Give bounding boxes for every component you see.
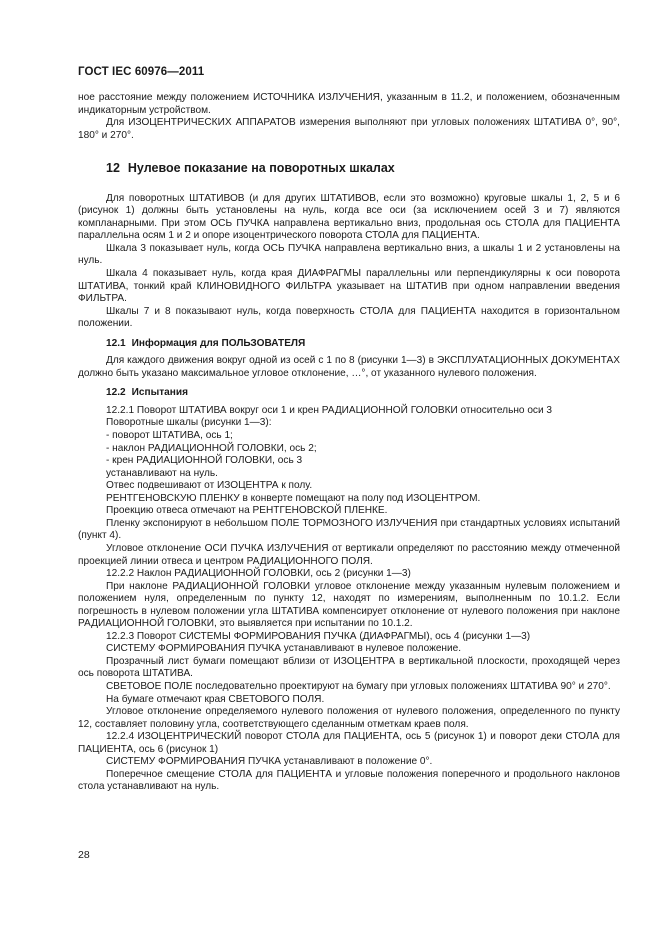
list-item: - наклон РАДИАЦИОННОЙ ГОЛОВКИ, ось 2; — [106, 442, 317, 454]
section-12-paragraph: Для поворотных ШТАТИВОВ (и для других ШТАТИВОВ, если это возможно) круговые шкалы 1, 2, 5 и 6 (рисунок 1) должны быть установлены на нуль, когда все оси (за исключением осей 3 и 7) являются компланарными. При этом ОСЬ ПУЧКА направлена вертикально вниз, продольная ось СТОЛА для ПАЦИЕНТА параллельна осям 1 и 2 и опоре изоцентрического поворота СТОЛА для ПАЦИЕНТА. — [78, 192, 620, 242]
section-12-paragraph: Шкала 3 показывает нуль, когда ОСЬ ПУЧКА направлена вертикально вниз, а шкалы 1 и 2 установлены на нуль. — [78, 242, 620, 267]
section-number: 12 — [106, 161, 120, 176]
section-12-2-heading — [106, 387, 620, 400]
intro-paragraph: ное расстояние между положением ИСТОЧНИКА ИЗЛУЧЕНИЯ, указанным в 11.2, и положением, обозначенным индикаторным устройством. — [78, 92, 620, 116]
paragraph: устанавливают на нуль. — [106, 467, 218, 479]
section-12-paragraph: Шкалы 7 и 8 показывают нуль, когда поверхность СТОЛА для ПАЦИЕНТА находится в горизонтальном положении. — [78, 305, 620, 330]
paragraph: Отвес подвешивают от ИЗОЦЕНТРА к полу. — [106, 480, 313, 492]
page-content — [78, 92, 620, 794]
paragraph: СИСТЕМУ ФОРМИРОВАНИЯ ПУЧКА устанавливают в нулевое положение. — [106, 643, 462, 655]
paragraph: Поворотные шкалы (рисунки 1—3): — [106, 417, 272, 429]
list-item: - крен РАДИАЦИОННОЙ ГОЛОВКИ, ось 3 — [106, 455, 303, 467]
paragraph: При наклоне РАДИАЦИОННОЙ ГОЛОВКИ угловое отклонение между указанным нулевым положением и положением нуля, определенным по пункту 12, находят по измерениям, выполненным по 10.1.2. Если погрешность в нулевом положении угла ШТАТИВА компенсирует отклонение от нулевого положения при наклоне РАДИАЦИОННОЙ ГОЛОВКИ, это выявляется при испытании по 10.1.2. — [78, 580, 620, 630]
subsection-title: Испытания — [131, 387, 188, 399]
clause-12-2-3: 12.2.3 Поворот СИСТЕМЫ ФОРМИРОВАНИЯ ПУЧКА (ДИАФРАГМЫ), ось 4 (рисунки 1—3) — [106, 630, 531, 642]
list-item: - поворот ШТАТИВА, ось 1; — [106, 430, 233, 442]
paragraph: Угловое отклонение определяемого нулевого положения от нулевого положения, определенного по пункту 12, составляет половину угла, соответствующего сделанным отметкам краев поля. — [78, 706, 620, 730]
section-12-heading — [106, 162, 620, 175]
section-12-1-heading — [106, 338, 620, 351]
clause-12-2-2: 12.2.2 Наклон РАДИАЦИОННОЙ ГОЛОВКИ, ось 2 (рисунки 1—3) — [106, 568, 411, 580]
paragraph: На бумаге отмечают края СВЕТОВОГО ПОЛЯ. — [106, 693, 325, 705]
subsection-title: Информация для ПОЛЬЗОВАТЕЛЯ — [131, 337, 306, 349]
subsection-number: 12.2 — [106, 387, 126, 399]
paragraph: Угловое отклонение ОСИ ПУЧКА ИЗЛУЧЕНИЯ от вертикали определяют по расстоянию между отмеченной проекцией линии отвеса и центром РАДИАЦИОННОГО ПОЛЯ. — [78, 542, 620, 567]
paragraph: СИСТЕМУ ФОРМИРОВАНИЯ ПУЧКА устанавливают в положение 0°. — [106, 756, 433, 768]
paragraph: Прозрачный лист бумаги помещают вблизи от ИЗОЦЕНТРА в вертикальной плоскости, проходящей через ось поворота ШТАТИВА. — [78, 655, 620, 680]
section-12-paragraph: Шкала 4 показывает нуль, когда края ДИАФРАГМЫ параллельны или перпендикулярны к оси поворота ШТАТИВА, тонкий край КЛИНОВИДНОГО ФИЛЬТРА указывает на ШТАТИВ при одном направлении введения ФИЛЬТРА. — [78, 268, 620, 305]
paragraph: Проекцию отвеса отмечают на РЕНТГЕНОВСКОЙ ПЛЕНКЕ. — [106, 505, 388, 517]
document-header: ГОСТ IEC 60976—2011 — [78, 66, 205, 78]
section-12-1-paragraph: Для каждого движения вокруг одной из осей с 1 по 8 (рисунки 1—3) в ЭКСПЛУАТАЦИОННЫХ ДОКУМЕНТАХ должно быть указано максимальное угловое отклонение, …°, от указанного нулевого положения. — [78, 355, 620, 379]
subsection-number: 12.1 — [106, 337, 126, 349]
paragraph: Пленку экспонируют в небольшом ПОЛЕ ТОРМОЗНОГО ИЗЛУЧЕНИЯ при стандартных условиях испытаний (пункт 4). — [78, 517, 620, 542]
clause-12-2-1: 12.2.1 Поворот ШТАТИВА вокруг оси 1 и крен РАДИАЦИОННОЙ ГОЛОВКИ относительно оси 3 — [106, 404, 553, 416]
clause-12-2-4: 12.2.4 ИЗОЦЕНТРИЧЕСКИЙ поворот СТОЛА для ПАЦИЕНТА, ось 5 (рисунок 1) и поворот деки СТОЛА для ПАЦИЕНТА, ось 6 (рисунок 1) — [78, 731, 620, 755]
intro-paragraph: Для ИЗОЦЕНТРИЧЕСКИХ АППАРАТОВ измерения выполняют при угловых положениях ШТАТИВА 0°, 90°, 180° и 270°. — [78, 117, 620, 141]
paragraph: Поперечное смещение СТОЛА для ПАЦИЕНТА и угловые положения поперечного и продольного наклонов стола устанавливают на нуль. — [78, 768, 620, 793]
paragraph: СВЕТОВОЕ ПОЛЕ последовательно проектируют на бумагу при угловых положениях ШТАТИВА 90° и 270°. — [106, 680, 611, 692]
page-number: 28 — [78, 849, 90, 861]
section-title: Нулевое показание на поворотных шкалах — [127, 161, 395, 176]
paragraph: РЕНТГЕНОВСКУЮ ПЛЕНКУ в конверте помещают на полу под ИЗОЦЕНТРОМ. — [106, 492, 481, 504]
